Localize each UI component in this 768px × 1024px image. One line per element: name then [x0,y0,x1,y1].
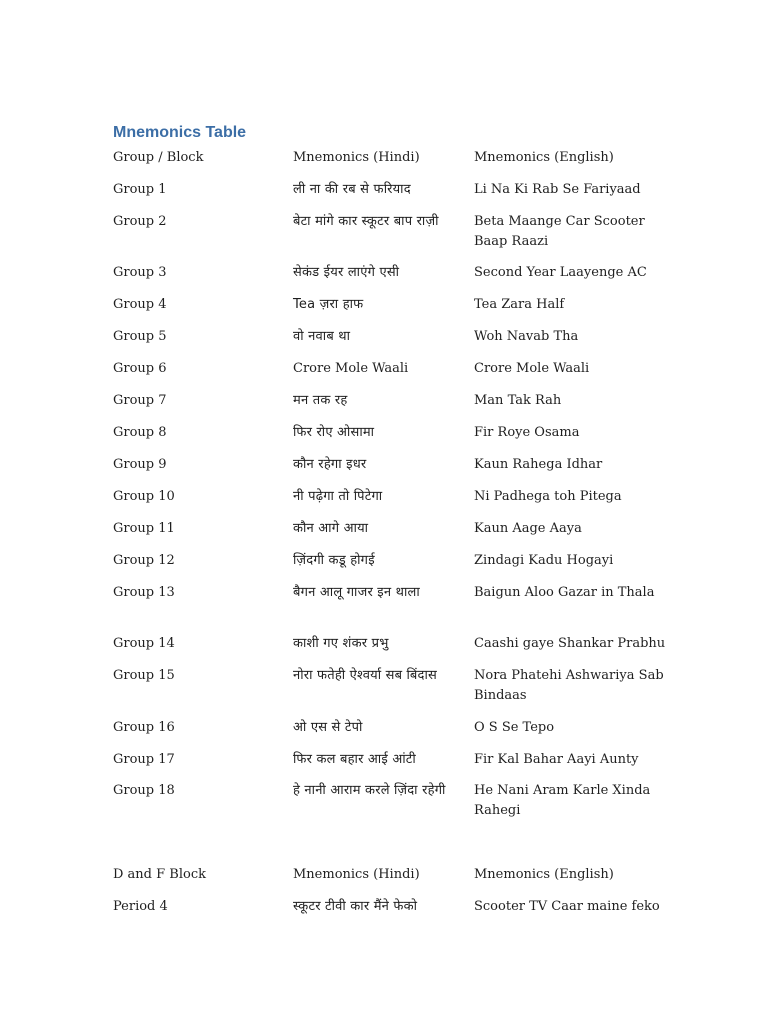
group-label: Group 11 [113,521,175,536]
table-row [113,519,673,539]
hindi-mnemonic: नोरा फतेही ऐश्वर्या सब बिंदास [293,668,438,683]
table-row [113,295,673,315]
english-mnemonic: Crore Mole Waali [474,361,590,376]
table-row [113,634,673,654]
english-mnemonic: Beta Maange Car Scooter Baap Raazi [474,214,645,249]
period-label: Period 4 [113,899,168,914]
english-mnemonic: Second Year Laayenge AC [474,265,647,280]
header-df-block: D and F Block [113,867,206,882]
group-label: Group 12 [113,553,175,568]
hindi-mnemonic: काशी गए शंकर प्रभु [293,636,389,651]
hindi-mnemonic: ओ एस से टेपो [293,720,363,735]
group-label: Group 8 [113,425,167,440]
table-row [113,666,673,705]
group-label: Group 3 [113,265,167,280]
hindi-mnemonic: Crore Mole Waali [293,361,409,376]
english-mnemonic: Woh Navab Tha [474,329,579,344]
table-row [113,180,673,200]
hindi-mnemonic: मन तक रह [293,393,348,408]
english-mnemonic: Fir Roye Osama [474,425,580,440]
group-label: Group 1 [113,182,167,197]
table-row [113,327,673,347]
header-df-mnemonics-hindi: Mnemonics (Hindi) [293,867,420,882]
hindi-mnemonic: कौन रहेगा इधर [293,457,367,472]
df-table-header-row [113,865,673,885]
table-row [113,423,673,443]
header-df-mnemonics-english: Mnemonics (English) [474,867,614,882]
table-row [113,718,673,738]
group-label: Group 7 [113,393,167,408]
table-row [113,359,673,379]
table-row [113,551,673,571]
english-mnemonic: Nora Phatehi Ashwariya Sab Bindaas [474,668,664,703]
group-label: Group 13 [113,585,175,600]
table-row [113,455,673,475]
english-mnemonic: Caashi gaye Shankar Prabhu [474,636,666,651]
group-label: Group 4 [113,297,167,312]
hindi-mnemonic: नी पढ़ेगा तो पिटेगा [293,489,383,504]
english-mnemonic: He Nani Aram Karle Xinda Rahegi [474,783,651,818]
hindi-mnemonic: बेटा मांगे कार स्कूटर बाप राज़ी [293,214,439,229]
english-mnemonic: Li Na Ki Rab Se Fariyaad [474,182,641,197]
group-label: Group 18 [113,783,175,798]
header-group-block: Group / Block [113,150,204,165]
hindi-mnemonic: फिर रोए ओसामा [293,425,375,440]
english-mnemonic: Kaun Rahega Idhar [474,457,603,472]
header-mnemonics-hindi: Mnemonics (Hindi) [293,150,420,165]
group-label: Group 2 [113,214,167,229]
english-mnemonic: Tea Zara Half [474,297,565,312]
table-header-row [113,148,673,168]
hindi-mnemonic: Tea ज़रा हाफ [293,297,364,312]
group-label: Group 5 [113,329,167,344]
group-label: Group 6 [113,361,167,376]
group-label: Group 14 [113,636,175,651]
group-label: Group 16 [113,720,175,735]
table-row [113,750,673,770]
table-row [113,781,673,820]
hindi-mnemonic: वो नवाब था [293,329,351,344]
group-label: Group 17 [113,752,175,767]
english-mnemonic: Man Tak Rah [474,393,562,408]
table-row [113,487,673,507]
table-row [113,212,673,251]
english-mnemonic: Baigun Aloo Gazar in Thala [474,585,655,600]
english-mnemonic: O S Se Tepo [474,720,555,735]
group-label: Group 15 [113,668,175,683]
hindi-mnemonic: ली ना की रब से फरियाद [293,182,411,197]
group-label: Group 9 [113,457,167,472]
header-mnemonics-english: Mnemonics (English) [474,150,614,165]
english-mnemonic: Scooter TV Caar maine feko [474,899,660,914]
hindi-mnemonic: स्कूटर टीवी कार मैंने फेको [293,899,418,914]
page-title: Mnemonics Table [113,124,247,141]
hindi-mnemonic: कौन आगे आया [293,521,369,536]
hindi-mnemonic: सेकंड ईयर लाएंगे एसी [293,265,400,280]
table-row [113,263,673,283]
table-row [113,391,673,411]
hindi-mnemonic: बैगन आलू गाजर इन थाला [293,585,420,600]
english-mnemonic: Kaun Aage Aaya [474,521,582,536]
group-label: Group 10 [113,489,175,504]
english-mnemonic: Fir Kal Bahar Aayi Aunty [474,752,639,767]
english-mnemonic: Ni Padhega toh Pitega [474,489,622,504]
hindi-mnemonic: हे नानी आराम करले ज़िंदा रहेगी [293,783,446,798]
hindi-mnemonic: फिर कल बहार आई आंटी [293,752,416,767]
table-row [113,583,673,603]
hindi-mnemonic: ज़िंदगी कडू होगई [293,553,375,568]
english-mnemonic: Zindagi Kadu Hogayi [474,553,614,568]
df-table-row [113,897,673,917]
